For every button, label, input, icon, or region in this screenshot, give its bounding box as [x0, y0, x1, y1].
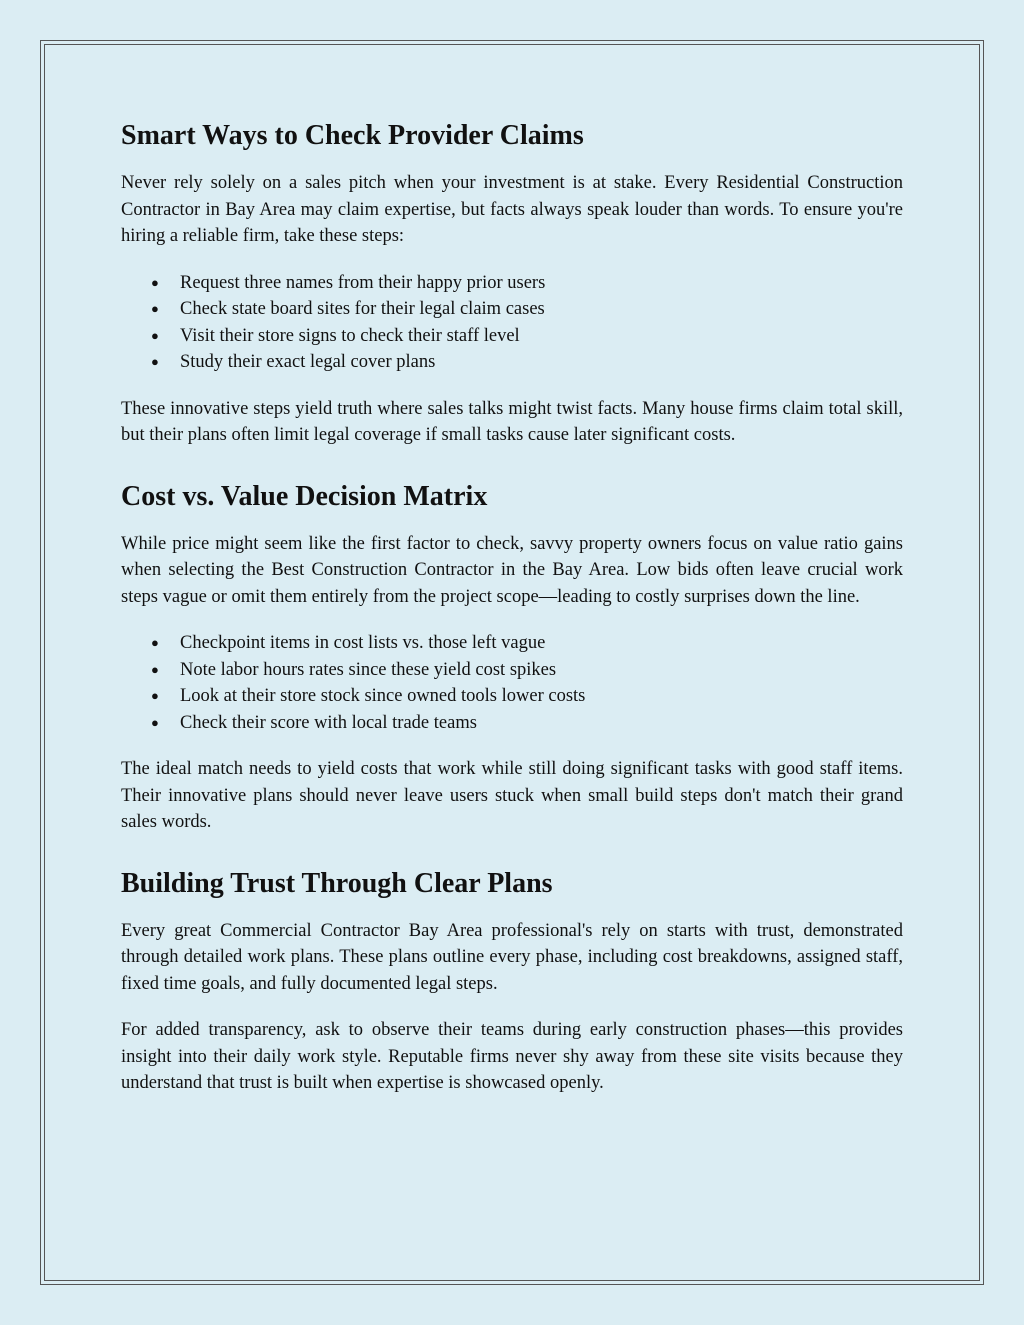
- section-cost-value-matrix: [121, 479, 903, 836]
- section-building-trust: [121, 866, 903, 1097]
- list-item-text: Check their score with local trade teams: [180, 712, 477, 733]
- section-provider-claims: [121, 118, 903, 449]
- list-item-text: Check state board sites for their legal claim cases: [180, 299, 545, 319]
- bullet-icon: ●: [151, 327, 159, 343]
- list-item-text: Checkpoint items in cost lists vs. those left vague: [180, 633, 546, 653]
- list-item: [151, 323, 903, 350]
- section-outro-paragraph: These innovative steps yield truth where sales talks might twist facts. Many house firms claim total skill, but their plans often limit legal coverage if small tasks cause later significant costs.: [121, 398, 903, 445]
- bullet-list: [121, 630, 903, 736]
- list-item-text: Visit their store signs to check their staff level: [180, 325, 520, 346]
- bullet-list: [121, 270, 903, 376]
- bullet-icon: ●: [151, 635, 159, 650]
- section-intro-paragraph: While price might seem like the first factor to check, savvy property owners focus on value ratio gains when selecting the Best Construction Contractor in the Bay Area. Low bids often leave crucial work steps vague or omit them entirely from the project scope—leading to costly surprises down the line.: [121, 533, 903, 607]
- list-item-text: Note labor hours rates since these yield cost spikes: [180, 659, 557, 680]
- bullet-icon: ●: [151, 274, 159, 290]
- section-intro-paragraph: Never rely solely on a sales pitch when your investment is at stake. Every Residential Construction Contractor in Bay Area may claim expertise, but facts always speak louder than words. To ensure you're hiring a reliable firm, take these steps:: [121, 173, 903, 246]
- bullet-icon: ●: [151, 354, 159, 369]
- list-item: [151, 296, 903, 323]
- bullet-icon: ●: [151, 714, 159, 730]
- list-item-text: Look at their store stock since owned tools lower costs: [180, 686, 586, 706]
- list-item: [151, 270, 903, 297]
- section-heading: Cost vs. Value Decision Matrix: [121, 480, 488, 512]
- list-item: [151, 630, 903, 657]
- list-item: [151, 683, 903, 710]
- section-paragraph: Every great Commercial Contractor Bay Area professional's rely on starts with trust, demonstrated through detailed work plans. These plans outline every phase, including cost breakdowns, assigned staff, fixed time goals, and fully documented legal steps.: [121, 920, 903, 994]
- document-body: [121, 118, 903, 1127]
- list-item-text: Study their exact legal cover plans: [180, 352, 436, 372]
- bullet-icon: ●: [151, 688, 159, 703]
- list-item: [151, 657, 903, 684]
- list-item: [151, 349, 903, 376]
- list-item: [151, 710, 903, 737]
- bullet-icon: ●: [151, 301, 159, 316]
- bullet-icon: ●: [151, 661, 159, 677]
- section-outro-paragraph: The ideal match needs to yield costs that work while still doing significant tasks with good staff items. Their innovative plans should never leave users stuck when small build steps don't match their grand sales words.: [121, 759, 903, 832]
- section-heading: Building Trust Through Clear Plans: [121, 867, 553, 899]
- list-item-text: Request three names from their happy prior users: [180, 272, 546, 293]
- section-paragraph: For added transparency, ask to observe their teams during early construction phases—this provides insight into their daily work style. Reputable firms never shy away from these site visits because they understand that trust is built when expertise is showcased openly.: [121, 1020, 903, 1093]
- section-heading: Smart Ways to Check Provider Claims: [121, 120, 584, 151]
